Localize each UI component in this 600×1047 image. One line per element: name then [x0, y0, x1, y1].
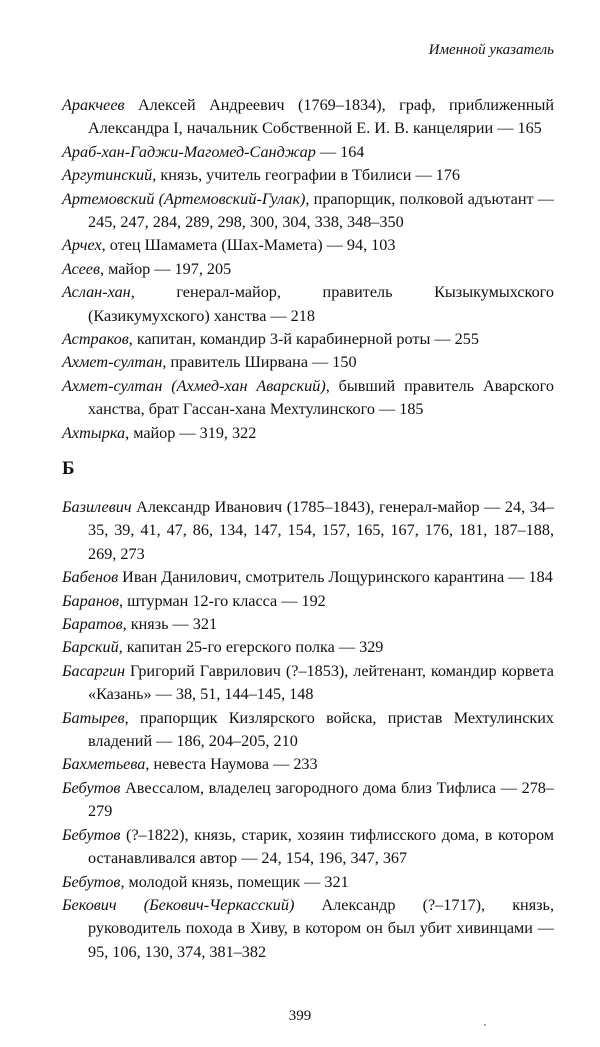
entry-name: Арчех — [62, 236, 102, 255]
index-entry — [62, 188, 554, 235]
index-entry — [62, 753, 554, 776]
entry-name: Баратов — [62, 615, 123, 634]
entry-text: (?–1822), князь, старик, хозяин тифлисского дома, в котором останавливался автор — 24, 154, 196, 347, 367 — [88, 825, 554, 868]
index-entry — [62, 141, 554, 164]
entry-text: , майор — 197, 205 — [100, 259, 232, 278]
entry-name: Бебутов — [62, 825, 121, 844]
index-entry — [62, 566, 554, 589]
running-title: Именной указатель — [428, 42, 554, 58]
entry-name: Аракчеев — [62, 96, 125, 114]
entry-text: , прапорщик, полковой адъютант — 245, 247, 284, 289, 298, 300, 304, 338, 348–350 — [88, 189, 554, 232]
index-entry — [62, 824, 554, 871]
entry-text: , штурман 12-го класса — 192 — [118, 591, 326, 610]
entry-name: Бабенов — [62, 568, 119, 587]
entry-text: Александр Иванович (1785–1843), генерал-майор — 24, 34–35, 39, 41, 47, 86, 134, 147, 154, 157, 165, 167, 176, 181, 187–188, 269, 273 — [88, 498, 554, 563]
entry-name: Батырев — [62, 708, 125, 727]
section-letter: Б — [62, 458, 75, 479]
index-entry — [62, 496, 554, 566]
entry-text: Григорий Гаврилович (?–1853), лейтенант, командир корвета «Казань» — 38, 51, 144–145, 148 — [88, 661, 554, 704]
entry-name: Асеев — [62, 259, 101, 278]
index-entry — [62, 871, 554, 894]
entry-text: , правитель Ширвана — 150 — [162, 353, 357, 372]
entry-name: Бахметьева — [62, 755, 146, 774]
entry-text: Авессалом, владелец загородного дома близ Тифлиса — 278–279 — [88, 778, 554, 821]
index-entry — [62, 707, 554, 754]
entry-name: Аслан-хан — [62, 283, 131, 302]
index-entry — [62, 375, 554, 422]
entry-name: Басаргин — [62, 661, 126, 680]
entry-text: , князь — 321 — [122, 615, 218, 634]
index-entry — [62, 94, 554, 141]
index-entry — [62, 258, 554, 281]
index-entry — [62, 164, 554, 187]
entry-text: , майор — 319, 322 — [125, 423, 257, 442]
entry-name: Астраков — [62, 330, 129, 349]
print-speck — [484, 1024, 486, 1026]
entry-name: Бекович (Бекович-Черкасский) — [62, 895, 295, 914]
entry-name: Ахтырка — [62, 423, 126, 442]
index-entry — [62, 234, 554, 257]
entry-text: , отец Шамамета (Шах-Мамета) — 94, 103 — [101, 236, 396, 255]
index-entry — [62, 636, 554, 659]
entry-name: Ахмет-султан (Ахмед-хан Аварский) — [62, 376, 326, 395]
page-number: 399 — [288, 1008, 312, 1024]
index-entry — [62, 894, 554, 964]
index-section-b — [62, 496, 554, 964]
entry-name: Бебутов — [62, 778, 121, 797]
entry-text: , генерал-майор, правитель Кызыкумыхского (Казикумухского) ханства — 218 — [88, 283, 554, 325]
index-entry — [62, 590, 554, 613]
index-entry — [62, 613, 554, 636]
entry-name: Базилевич — [62, 498, 132, 516]
index-entry — [62, 777, 554, 824]
entry-name: Баранов — [62, 591, 119, 610]
entry-name: Аргутинский — [62, 166, 153, 185]
entry-text: , невеста Наумова — 233 — [145, 755, 318, 774]
entry-text: — 164 — [315, 142, 365, 161]
index-entry — [62, 422, 554, 445]
entry-text: Александр (?–1717), князь, руководитель похода в Хиву, в котором он был убит хивинцами — 95, 106, 130, 374, 381–382 — [88, 895, 554, 961]
entry-name: Араб-хан-Гаджи-Магомед-Санджар — [62, 142, 316, 161]
entry-text: Алексей Андреевич (1769–1834), граф, приближенный Александра I, начальник Собственной Е. И. В. канцелярии — 165 — [88, 96, 554, 138]
entry-text: , молодой князь, помещик — 321 — [120, 872, 349, 891]
entry-name: Ахмет-султан — [62, 353, 163, 372]
index-entry — [62, 351, 554, 374]
entry-text: , бывший правитель Аварского ханства, брат Гассан-хана Мехтулинского — 185 — [88, 376, 554, 419]
entry-name: Артемовский (Артемовский-Гулак) — [62, 189, 306, 208]
entry-text: Иван Данилович, смотритель Лощуринского карантина — 184 — [118, 568, 553, 587]
entry-name: Бебутов — [62, 872, 121, 891]
index-entry — [62, 328, 554, 351]
index-entry — [62, 660, 554, 707]
entry-text: , князь, учитель географии в Тбилиси — 176 — [152, 166, 460, 185]
entry-text: , капитан, командир 3-й карабинерной роты — 255 — [128, 330, 479, 349]
entry-text: , прапорщик Кизлярского войска, пристав Мехтулинских владений — 186, 204–205, 210 — [88, 708, 554, 751]
index-section-a — [62, 94, 554, 445]
entry-text: , капитан 25-го егерского полка — 329 — [118, 638, 384, 657]
index-entry — [62, 281, 554, 328]
entry-name: Барский — [62, 638, 119, 657]
